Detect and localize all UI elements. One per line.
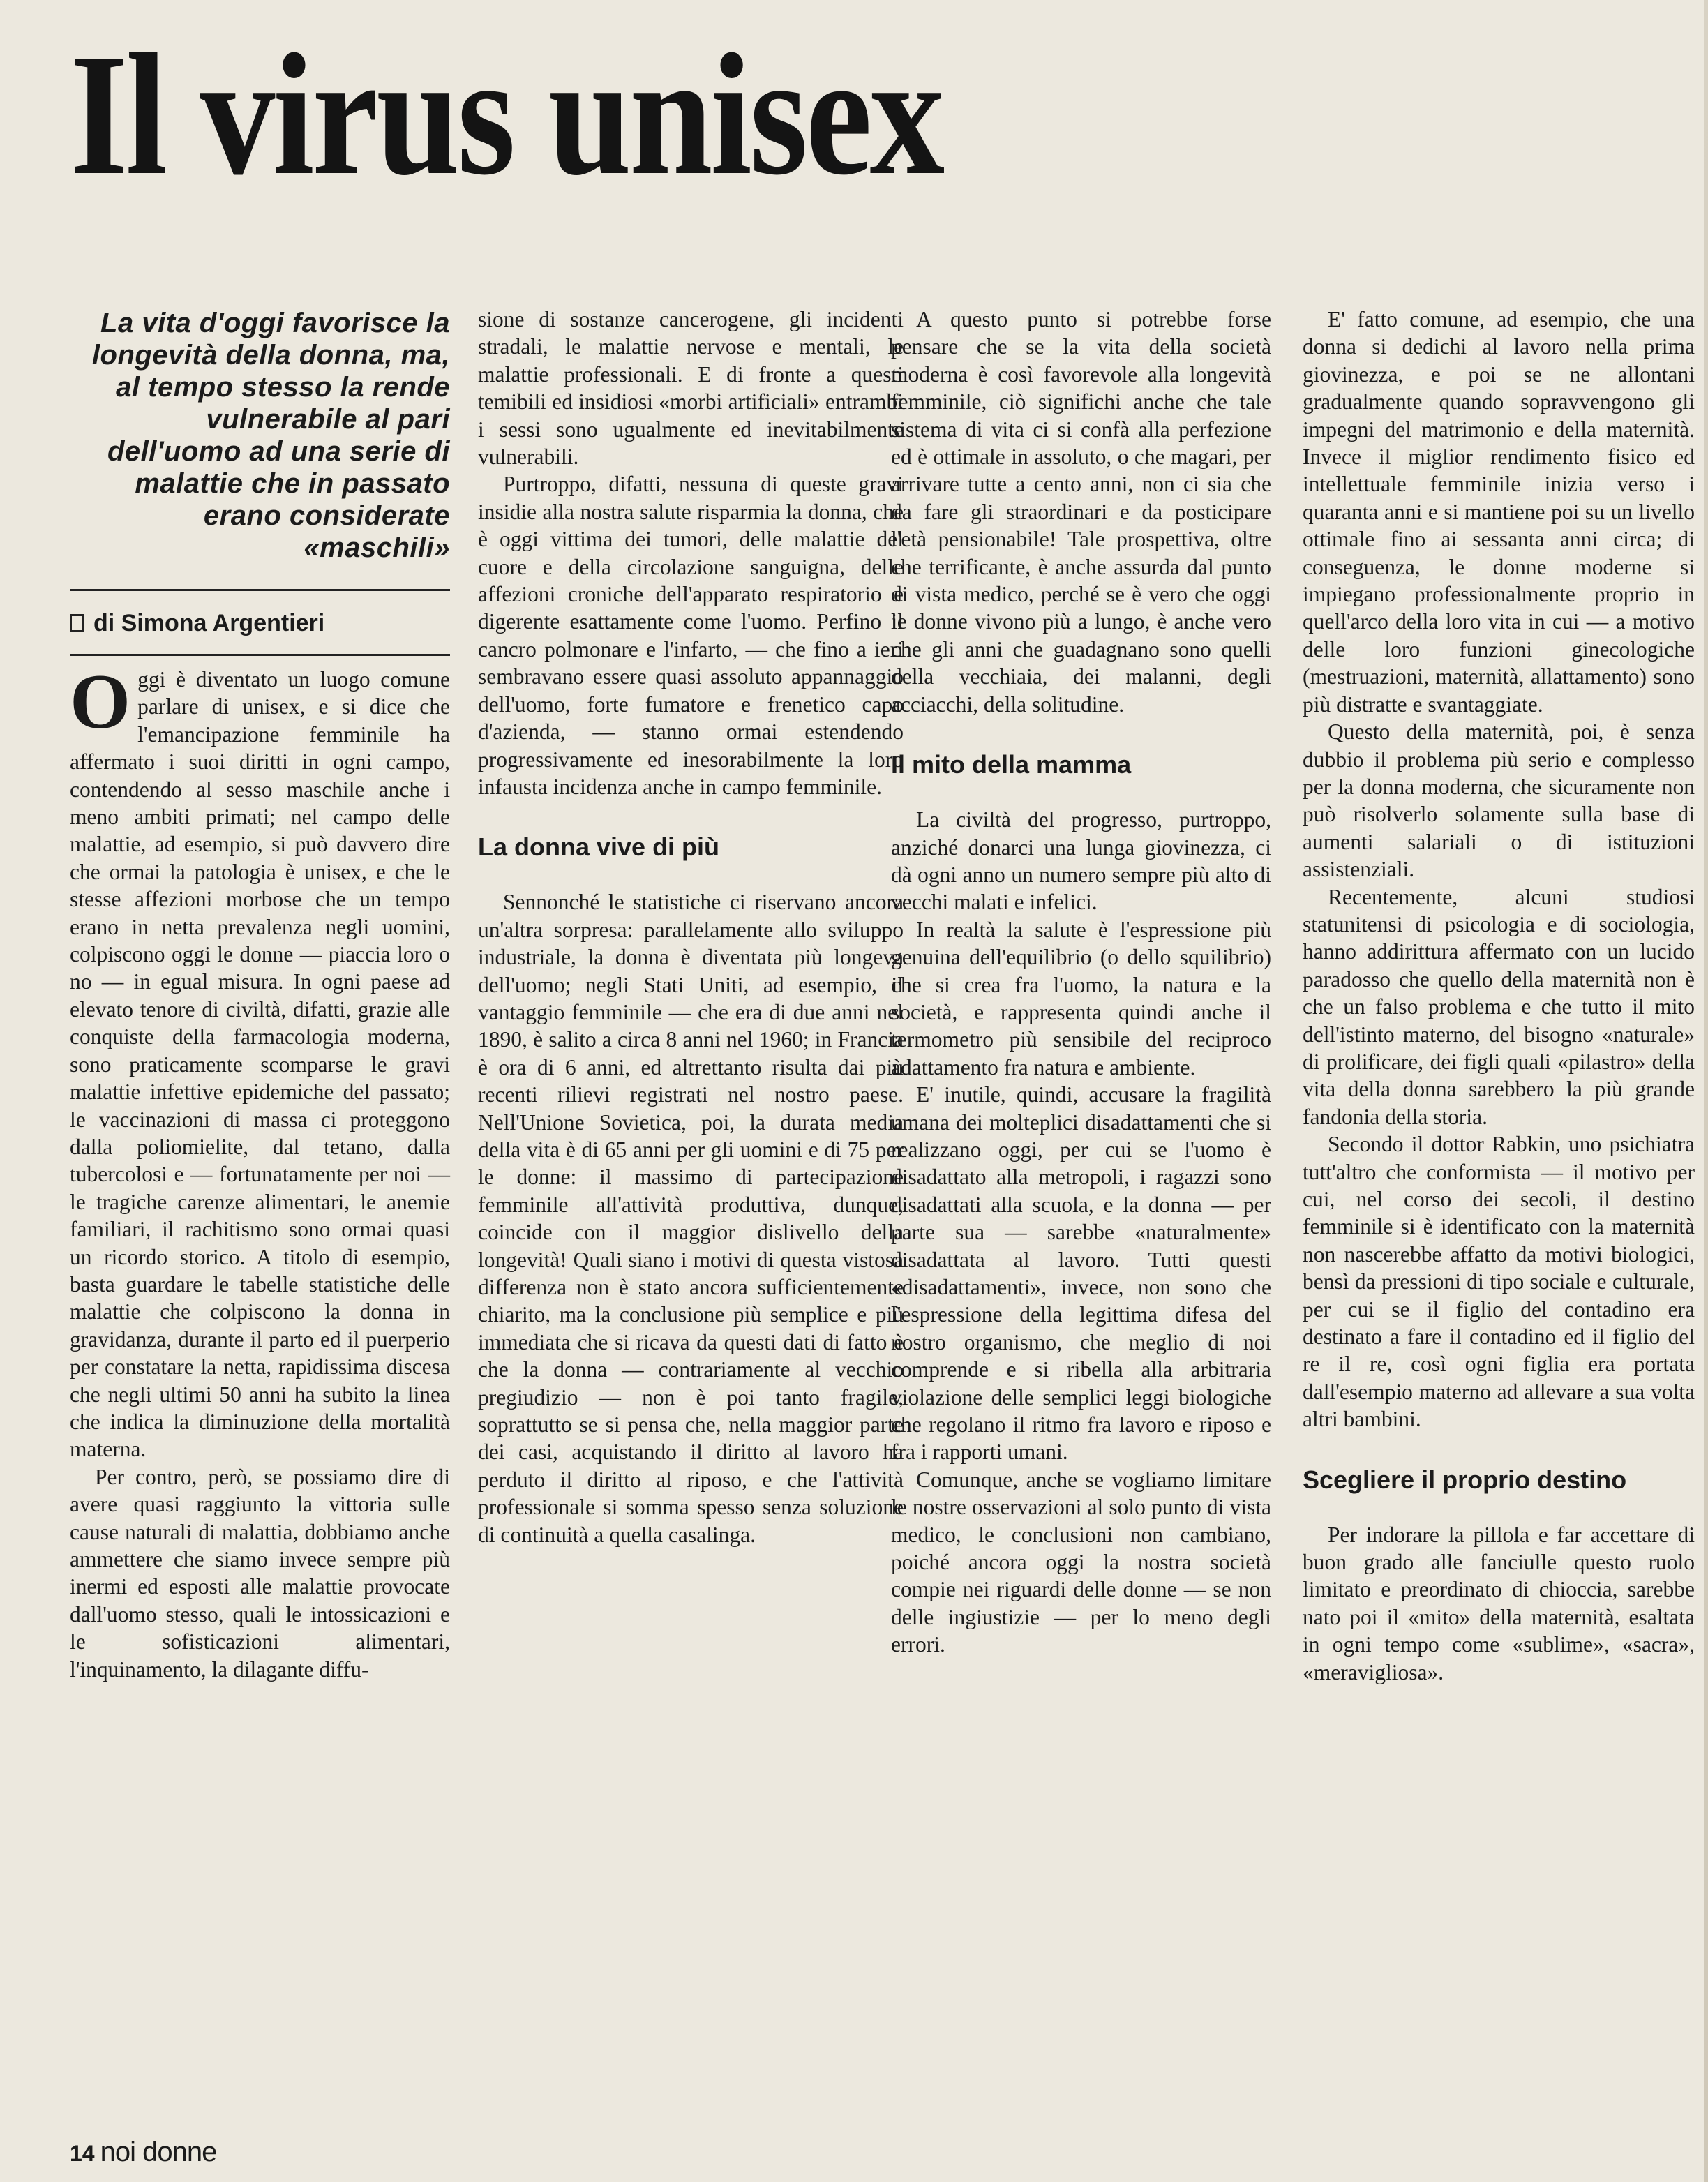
article-dek: La vita d'oggi favorisce la longevità della donna, ma, al tempo stesso la rende vulnerabile al pari dell'uomo ad una serie di malattie che in passato erano considerate «maschili»	[91, 308, 450, 563]
square-bullet-icon	[70, 614, 84, 632]
column-1	[70, 307, 450, 1683]
page-number: 14	[70, 2141, 95, 2166]
paragraph: E' fatto comune, ad esempio, che una donna si dedichi al lavoro nella prima giovinezza, e poi se ne allontani gradualmente quando sopravvengono gli impegni del matrimonio e della maternità. Invece il miglior rendimento fisico ed intellettuale femminile inizia verso i quaranta anni e si mantiene poi su un livello ottimale fino ai sessanta anni circa; di conseguenza, le donne moderne si impiegano professionalmente proprio in quell'arco della loro vita in cui — a motivo delle loro funzioni ginecologiche (mestruazioni, maternità, allattamento) sono più distratte e svantaggiate.	[1303, 307, 1695, 717]
divider-bottom	[70, 654, 450, 656]
page-footer	[70, 2137, 216, 2168]
paragraph: Secondo il dottor Rabkin, uno psichiatra tutt'altro che conformista — il motivo per cui, nel corso dei secoli, il destino femminile si è identificato con la maternità non nascerebbe affatto da motivi biologici, bensì da pressioni di tipo sociale e culturale, per cui se il figlio del contadino era destinato a fare il contadino ed il figlio del re il re, così ogni figlia era portata dall'esempio materno ad allevare a sua volta altri bambini.	[1303, 1132, 1695, 1432]
byline-text: di Simona Argentieri	[93, 610, 325, 636]
column-3	[891, 306, 1271, 1659]
subheading: Scegliere il proprio destino	[1303, 1465, 1627, 1494]
byline	[70, 591, 450, 654]
paragraph: Questo della maternità, poi, è senza dubbio il problema più serio e complesso per la donna moderna, che sicuramente non può risolverlo solamente sulla base di aumenti salariali o di istituzioni assistenziali.	[1303, 719, 1695, 882]
paragraph: E' inutile, quindi, accusare la fragilità umana dei molteplici disadattamenti che si realizzano oggi, per cui se l'uomo è disadattato alla metropoli, i ragazzi sono disadattati alla scuola, e la donna — per parte sua — sarebbe «naturalmente» disadattata al lavoro. Tutti questi «disadattamenti», invece, non sono che l'espressione della legittima difesa del nostro organismo, che meglio di noi comprende e si ribella alla arbitraria violazione delle semplici leggi biologiche che regolano il ritmo fra lavoro e riposo e fra i rapporti umani.	[891, 1082, 1271, 1465]
paragraph: sione di sostanze cancerogene, gli incidenti stradali, le malattie nervose e mentali, le malattie professionali. E di fronte a questi temibili ed insidiosi «morbi artificiali» entrambi i sessi sono ugualmente ed inevitabilmente vulnerabili.	[478, 307, 904, 470]
paragraph: Purtroppo, difatti, nessuna di queste gravi insidie alla nostra salute risparmia la donna, che è oggi vittima dei tumori, delle malattie del cuore e della circolazione sanguigna, delle affezioni croniche dell'apparato respiratorio e digerente esattamente come l'uomo. Perfino il cancro polmonare e l'infarto, — che fino a ieri sembravano essere quasi assoluto appannaggio dell'uomo, forte fumatore e frenetico capo d'azienda, — stanno ormai estendendo progressivamente ed inesorabilmente la loro infausta incidenza anche in campo femminile.	[478, 472, 904, 799]
paragraph: La civiltà del progresso, purtroppo, anziché donarci una lunga giovinezza, ci dà ogni anno un numero sempre più alto di vecchi malati e infelici.	[891, 807, 1271, 915]
subheading: Il mito della mamma	[891, 750, 1132, 779]
paragraph: Sennonché le statistiche ci riservano ancora un'altra sorpresa: parallelamente allo sviluppo industriale, la donna è diventata più longeva dell'uomo; negli Stati Uniti, ad esempio, il vantaggio femminile — che era di due anni nel 1890, è salito a circa 8 anni nel 1960; in Francia è ora di 6 anni, ed altrettanto risulta dai più recenti rilievi registrati nel nostro paese. Nell'Unione Sovietica, poi, la durata media della vita è di 65 anni per gli uomini e di 75 per le donne: il massimo di partecipazione femminile all'attività produttiva, dunque, coincide con il maggior dislivello della longevità! Quali siano i motivi di questa vistosa differenza non è stato ancora sufficientemente chiarito, ma la conclusione più semplice e più immediata che si ricava da questi dati di fatto è che la donna — contrariamente al vecchio pregiudizio — non è poi tanto fragile, soprattutto se si pensa che, nella maggior parte dei casi, acquistando il diritto al lavoro ha perduto il diritto al riposo, e che l'attività professionale si somma spesso senza soluzione di continuità a quella casalinga.	[478, 890, 904, 1547]
paragraph: In realtà la salute è l'espressione più genuina dell'equilibrio (o dello squilibrio) che si crea fra l'uomo, la natura e la società, e rappresenta quindi anche il termometro più sensibile del reciproco adattamento fra natura e ambiente.	[891, 917, 1271, 1079]
page-edge	[1704, 0, 1708, 2182]
paragraph: Per indorare la pillola e far accettare di buon grado alle fanciulle questo ruolo limitato e preordinato di chioccia, sarebbe nato poi il «mito» della maternità, esaltata in ogni tempo come «sublime», «sacra», «meravigliosa».	[1303, 1522, 1695, 1684]
paragraph: Comunque, anche se vogliamo limitare le nostre osservazioni al solo punto di vista medico, le conclusioni non cambiano, poiché ancora oggi la nostra società compie nei riguardi delle donne — se non delle ingiustizie — per lo meno degli errori.	[891, 1467, 1271, 1657]
column-2	[478, 306, 904, 1548]
article-title: Il virus unisex	[70, 18, 943, 211]
drop-cap: O	[70, 659, 131, 745]
paragraph: Per contro, però, se possiamo dire di avere quasi raggiunto la vittoria sulle cause naturali di malattia, dobbiamo anche ammettere che siamo invece sempre più inermi ed esposti alle malattie provocate dall'uomo stesso, quali le intossicazioni e le sofisticazioni alimentari, l'inquinamento, la dilagante diffu-	[70, 1464, 450, 1682]
paragraph	[70, 659, 450, 1463]
paragraph: Recentemente, alcuni studiosi statunitensi di psicologia e di sociologia, hanno addirittura affermato con un lucido paradosso che quello della maternità non è che un falso problema e che tutto il mito dell'istinto materno, del bisogno «naturale» di prolificare, dei figli quali «pilastro» della vita della donna sarebbero la più grande fandonia della storia.	[1303, 884, 1695, 1129]
subheading: La donna vive di più	[478, 832, 720, 862]
column-4	[1303, 306, 1695, 1686]
paragraph-text: ggi è diventato un luogo comune parlare di unisex, e si dice che l'emancipazione femminile ha affermato i suoi diritti in ogni campo, contendendo al sesso maschile anche i meno ambiti primati; nel campo delle malattie, ad esempio, si può davvero dire che ormai la patologia è unisex, e che le stesse affezioni morbose che un tempo erano in netta prevalenza negli uomini, colpiscono oggi le donne — piaccia loro o no — in egual misura. In ogni paese ad elevato tenore di civiltà, difatti, grazie alle conquiste della farmacologia moderna, sono praticamente scomparse le gravi malattie infettive epidemiche del passato; le vaccinazioni di massa ci proteggono dalla poliomielite, dal tetano, dalla tubercolosi e — fortunatamente per noi — le tragiche carenze alimentari, le anemie familiari, il rachitismo sono ormai quasi un ricordo storico. A titolo di esempio, basta guardare le tabelle statistiche delle malattie che colpiscono la donna in gravidanza, durante il parto ed il puerperio per constatare la netta, rapidissima discesa che negli ultimi 50 anni ha subito la linea che indica la diminuzione della mortalità materna.	[70, 667, 450, 1462]
paragraph: A questo punto si potrebbe forse pensare che se la vita della società moderna è così favorevole alla longevità femminile, ciò significhi anche che tale sistema di vita ci si confà alla perfezione ed è ottimale in assoluto, o che magari, per arrivare tutte a cento anni, non ci sia che da fare gli straordinari e da posticipare l'età pensionabile! Tale prospettiva, oltre che terrificante, è anche assurda dal punto di vista medico, perché se è vero che oggi le donne vivono più a lungo, è anche vero che gli anni che guadagnano sono quelli della vecchiaia, dei malanni, degli acciacchi, della solitudine.	[891, 307, 1271, 717]
magazine-name: noi donne	[100, 2137, 217, 2167]
